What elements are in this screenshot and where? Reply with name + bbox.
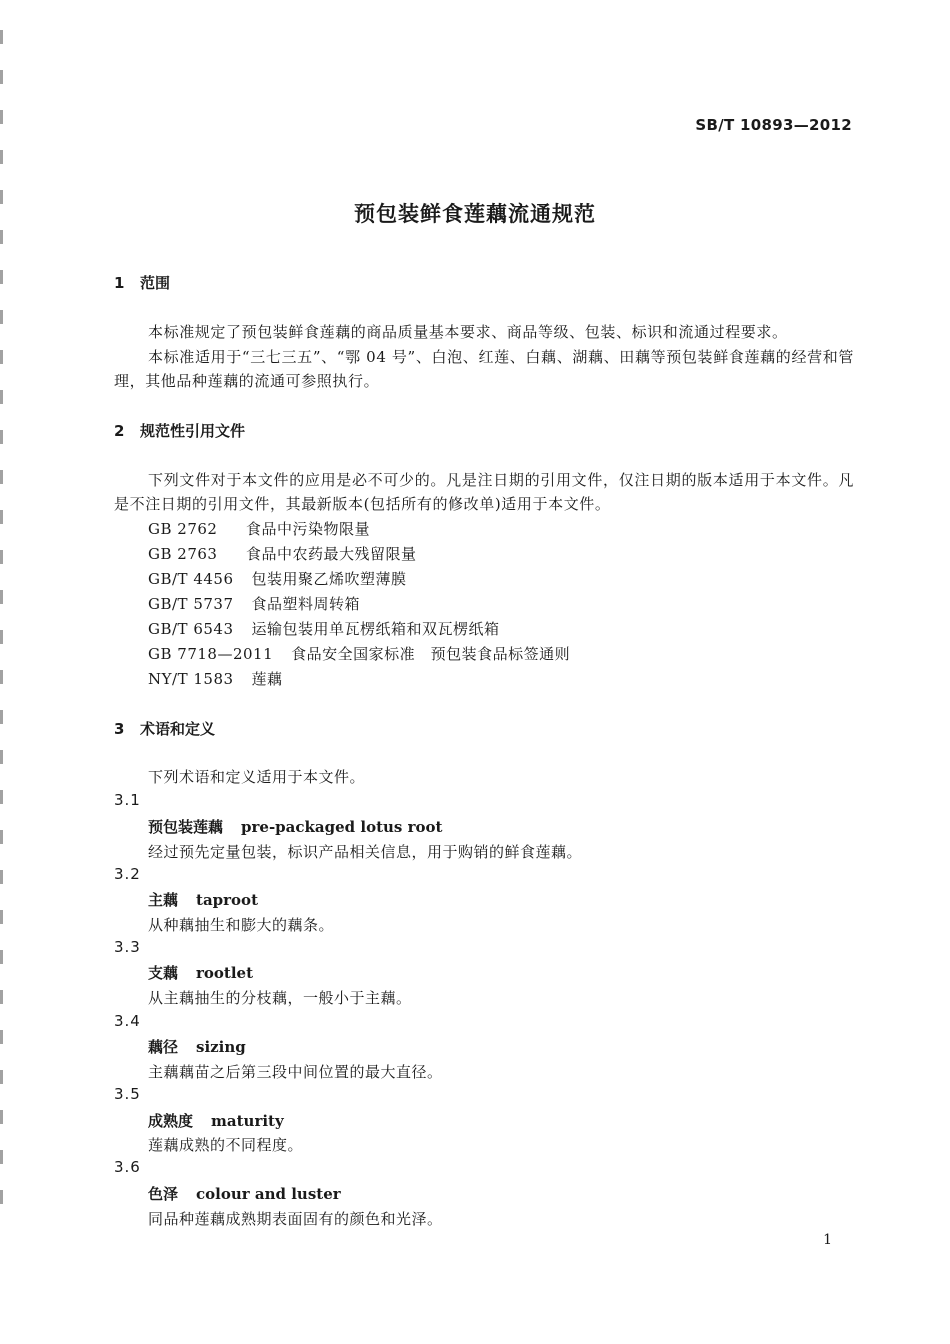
reference-code: GB/T 6543 xyxy=(148,620,234,638)
term-name-zh: 藕径 xyxy=(148,1038,179,1056)
reference-item xyxy=(148,568,407,589)
reference-code: GB 2763 xyxy=(148,545,218,563)
section-heading-scope xyxy=(114,272,170,293)
reference-code: NY/T 1583 xyxy=(148,670,234,688)
term-number: 3.4 xyxy=(114,1012,141,1030)
term-name xyxy=(148,962,253,983)
reference-title: 莲藕 xyxy=(251,670,283,688)
term-name-zh: 主藕 xyxy=(148,891,179,909)
section-number: 1 xyxy=(114,274,125,292)
reference-code: GB 2762 xyxy=(148,520,218,538)
term-definition: 同品种莲藕成熟期表面固有的颜色和光泽。 xyxy=(148,1210,443,1228)
term-name xyxy=(148,1183,341,1204)
term-definition: 主藕藕苗之后第三段中间位置的最大直径。 xyxy=(148,1063,443,1081)
references-intro: 下列文件对于本文件的应用是必不可少的。凡是注日期的引用文件，仅注日期的版本适用于本文件。凡是不注日期的引用文件，其最新版本(包括所有的修改单)适用于本文件。 xyxy=(114,471,854,513)
term-number: 3.1 xyxy=(114,791,141,809)
section-number: 3 xyxy=(114,720,125,738)
section-heading-terms xyxy=(114,718,215,739)
reference-code: GB/T 5737 xyxy=(148,595,234,613)
reference-title: 食品塑料周转箱 xyxy=(251,595,361,613)
reference-item xyxy=(148,543,417,564)
section-title: 术语和定义 xyxy=(140,720,216,738)
document-title: 预包装鲜食莲藕流通规范 xyxy=(354,202,596,226)
reference-item xyxy=(148,593,360,614)
section-number: 2 xyxy=(114,422,125,440)
section-title: 范围 xyxy=(140,274,171,292)
term-name xyxy=(148,1110,284,1131)
reference-title: 食品中农药最大残留限量 xyxy=(246,545,417,563)
scope-paragraph-1: 本标准规定了预包装鲜食莲藕的商品质量基本要求、商品等级、包装、标识和流通过程要求。 xyxy=(148,323,788,341)
term-name xyxy=(148,889,258,910)
term-name xyxy=(148,1036,246,1057)
term-name-en: taproot xyxy=(196,891,258,909)
reference-title: 食品中污染物限量 xyxy=(246,520,371,538)
reference-item xyxy=(148,668,283,689)
term-name-zh: 色泽 xyxy=(148,1185,179,1203)
term-name-en: rootlet xyxy=(196,964,254,982)
term-definition: 从主藕抽生的分枝藕，一般小于主藕。 xyxy=(148,989,412,1007)
scope-paragraph-2: 本标准适用于“三七三五”、“鄂 04 号”、白泡、红莲、白藕、湖藕、田藕等预包装鲜食莲藕的经营和管理，其他品种莲藕的流通可参照执行。 xyxy=(114,348,854,390)
reference-title: 运输包装用单瓦楞纸箱和双瓦楞纸箱 xyxy=(251,620,500,638)
term-number: 3.2 xyxy=(114,865,141,883)
term-definition: 经过预先定量包装，标识产品相关信息，用于购销的鲜食莲藕。 xyxy=(148,843,583,861)
reference-code: GB 7718—2011 xyxy=(148,645,274,663)
term-name-en: pre-packaged lotus root xyxy=(241,818,443,836)
reference-item xyxy=(148,643,570,664)
term-name-zh: 预包装莲藕 xyxy=(148,818,224,836)
term-name-zh: 支藕 xyxy=(148,964,179,982)
reference-item xyxy=(148,518,370,539)
reference-title: 食品安全国家标准 预包装食品标签通则 xyxy=(291,645,571,663)
term-name-zh: 成熟度 xyxy=(148,1112,194,1130)
reference-title: 包装用聚乙烯吹塑薄膜 xyxy=(251,570,407,588)
term-name xyxy=(148,816,442,837)
term-definition: 从种藕抽生和膨大的藕条。 xyxy=(148,916,335,934)
section-title: 规范性引用文件 xyxy=(140,422,246,440)
term-name-en: sizing xyxy=(196,1038,246,1056)
term-name-en: maturity xyxy=(211,1112,284,1130)
reference-code: GB/T 4456 xyxy=(148,570,234,588)
page-number: 1 xyxy=(823,1232,832,1248)
term-number: 3.5 xyxy=(114,1085,141,1103)
term-name-en: colour and luster xyxy=(196,1185,341,1203)
term-number: 3.3 xyxy=(114,938,141,956)
term-number: 3.6 xyxy=(114,1158,141,1176)
section-heading-references xyxy=(114,420,245,441)
reference-item xyxy=(148,618,500,639)
terms-intro: 下列术语和定义适用于本文件。 xyxy=(148,768,366,786)
term-definition: 莲藕成熟的不同程度。 xyxy=(148,1136,304,1154)
standard-number: SB/T 10893—2012 xyxy=(695,116,852,134)
